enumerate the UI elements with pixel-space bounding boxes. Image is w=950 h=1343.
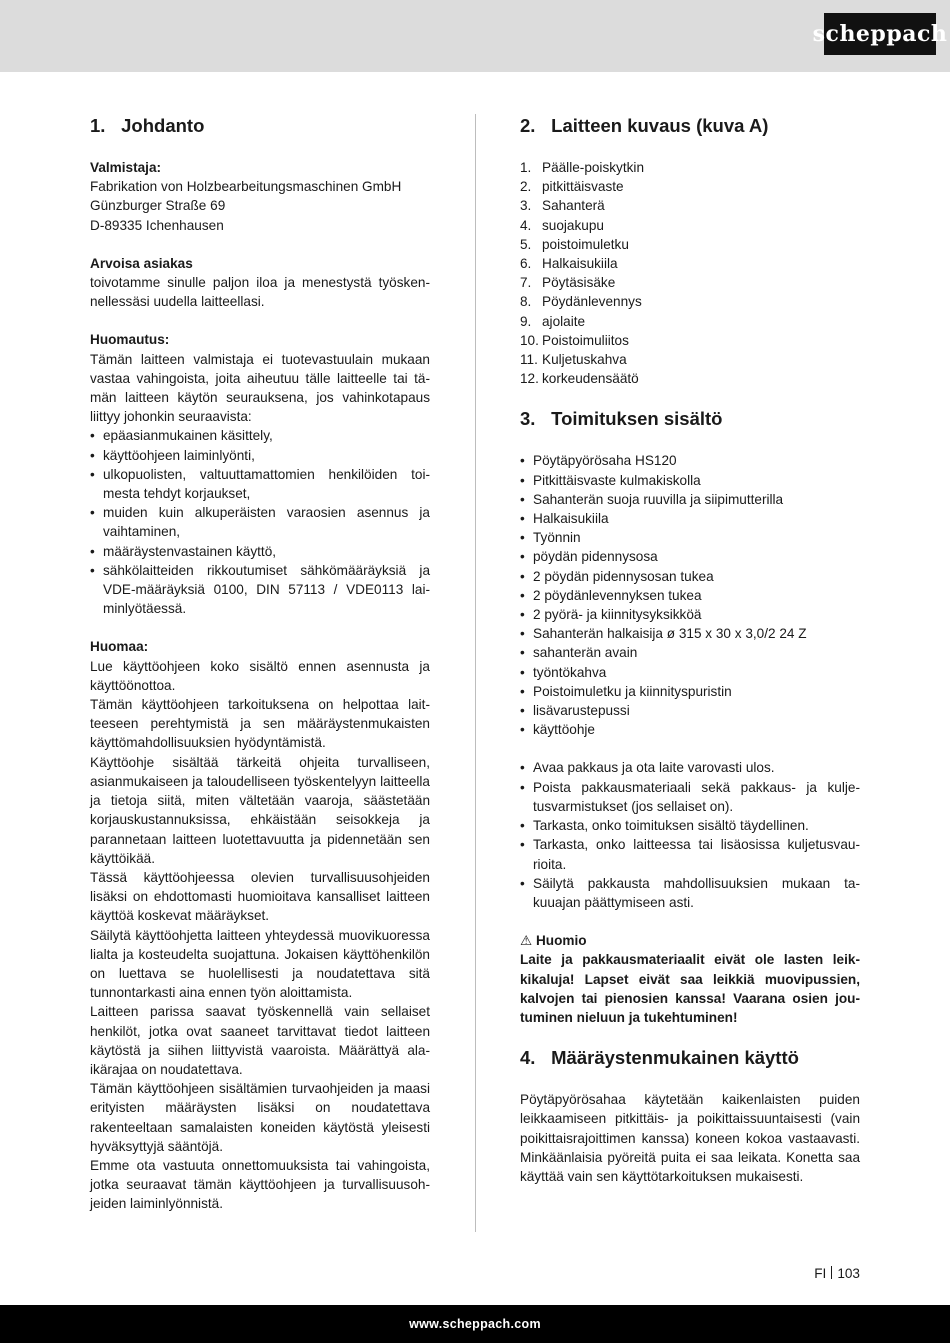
list-item: 7. Pöytäsisäke (520, 275, 616, 291)
warning-icon: ⚠ (520, 933, 533, 949)
list-item: 9. ajolaite (520, 313, 586, 329)
intended-use-text: Pöytäpyörösahaa käytetään kaikenlaisten puiden leikkaamiseen pitkittäis- ja poikittaissuuntaisesti (vain poikittaisrajoittimen kanssa) koneen kokoa vastaavasti. Minkäänlaisia pyöreitä puita ei saa leikata. Konetta saa käyttää vain sen käyttötarkoituksen mukaisesti. (520, 1092, 860, 1184)
delivery-list (520, 451, 860, 739)
list-item: • määräystenvastainen käyttö, (90, 542, 430, 561)
list-item: • sahanterän avain (520, 643, 860, 662)
list-item: • 2 pöydänlevennyksen tukea (520, 586, 860, 605)
attention-paragraph: Lue käyttöohjeen koko sisältö ennen asennusta ja käyttöönottoa. (90, 658, 430, 693)
warning-heading: ⚠ Huomio (520, 933, 587, 949)
right-column (520, 114, 860, 1186)
unpacking-list (520, 758, 860, 912)
list-item: • lisävarustepussi (520, 701, 860, 720)
list-item: 1. Päälle-poiskytkin (520, 160, 644, 175)
column-divider (475, 114, 476, 1232)
manufacturer-line: Fabrikation von Holzbearbeitungsmaschinen GmbH (90, 179, 402, 195)
attention-paragraph: Tämän käyttöohjeen tarkoituksena on helpottaa laitteeseen perehtymistä ja sen määräystenmukaisten käyttömahdollisuuksien hyödyntämistä. (90, 697, 430, 751)
list-item: • muiden kuin alkuperäisten varaosien asennus ja vaihtaminen, (90, 503, 430, 541)
list-item: 4. suojakupu (520, 217, 604, 233)
list-item: • Säilytä pakkausta mahdollisuuksien mukaan takuuajan päättymiseen asti. (520, 874, 860, 912)
list-item: • sähkölaitteiden rikkoutumiset sähkömääräyksiä ja VDE-määräyksiä 0100, DIN 57113 / VDE0113 laiminlyötäessä. (90, 561, 430, 619)
liability-list (90, 426, 430, 618)
list-item: • Sahanterän halkaisija ø 315 x 30 x 3,0/2 24 Z (520, 624, 860, 643)
attention-paragraph: Laitteen parissa saavat työskennellä vain sellaiset henkilöt, jotka ovat saaneet tarvittavat tiedot laitteen käytöstä ja siihen liittyvistä vaaroista. Määrättyä alaikärajaa on noudatettava. (90, 1004, 430, 1077)
list-item: • Pöytäpyörösaha HS120 (520, 451, 860, 470)
list-item: • työntökahva (520, 663, 860, 682)
attention-paragraph: Säilytä käyttöohjetta laitteen yhteydessä muovikuoressa lialta ja kosteudelta suojattuna. Jokaisen käyttöhenkilön on luettava se huolellisesti ja noudatettava sitä tunnontarkasti aina ennen työn aloittamista. (90, 927, 430, 1001)
page-number: FI 103 (814, 1266, 860, 1281)
footer-bar (0, 1305, 950, 1343)
list-item: 12. korkeudensäätö (520, 371, 639, 387)
list-item: 5. poistoimuletku (520, 236, 629, 252)
list-item: • epäasianmukainen käsittely, (90, 426, 430, 445)
list-item: • Poistoimuletku ja kiinnityspuristin (520, 682, 860, 701)
list-item: • Avaa pakkaus ja ota laite varovasti ulos. (520, 758, 860, 777)
list-item: 11. Kuljetuskahva (520, 352, 627, 368)
list-item: • Sahanterän suoja ruuvilla ja siipimutterilla (520, 490, 860, 509)
attention-paragraph: Käyttöohje sisältää tärkeitä ohjeita turvalliseen, asianmukaiseen ja taloudelliseen työskentelyyn laitteella ja tietoja siitä, miten vältetään vaaroja, säästetään korjauskustannuksissa, ehkäistään seisokkeja ja parannetaan laitteen luotettavuutta ja pidennetään sen käyttöikää. (90, 754, 430, 866)
attention-paragraph: Emme ota vastuuta onnettomuuksista tai vahingoista, jotka seuraavat tämän käyttöohjeen ja turvallisuusohjeiden laiminlyönnistä. (90, 1157, 430, 1212)
list-item: • käyttöohje (520, 720, 860, 739)
website-url: www.scheppach.com (409, 1317, 541, 1331)
list-item: • 2 pöydän pidennysosan tukea (520, 567, 860, 586)
section-1-heading: 1. Johdanto (90, 115, 205, 136)
list-item: • pöydän pidennysosa (520, 547, 860, 566)
list-item: • käyttöohjeen laiminlyönti, (90, 446, 430, 465)
list-item: • ulkopuolisten, valtuuttamattomien henkilöiden toimesta tehdyt korjaukset, (90, 465, 430, 503)
list-item: • Pitkittäisvaste kulmakiskolla (520, 471, 860, 490)
section-3-heading: 3. Toimituksen sisältö (520, 408, 723, 430)
warning-text: Laite ja pakkausmateriaalit eivät ole lasten leikkikaluja! Lapset eivät saa leikkiä muovipussien, kalvojen tai pienosien kanssa! Vaarana osien joutuminen nieluun ja tukehtuminen! (520, 952, 860, 1025)
left-column (90, 114, 430, 1214)
dear-customer-label: Arvoisa asiakas (90, 255, 193, 271)
list-item: • Tarkasta, onko toimituksen sisältö täydellinen. (520, 816, 860, 835)
manufacturer-line: D-89335 Ichenhausen (90, 217, 224, 233)
scheppach-logo: scheppach (824, 13, 936, 55)
list-item: 2. pitkittäisvaste (520, 179, 624, 195)
list-item: 6. Halkaisukiila (520, 256, 618, 272)
note-label: Huomautus: (90, 332, 170, 348)
list-item: • Työnnin (520, 528, 860, 547)
list-item: 10. Poistoimuliitos (520, 332, 629, 348)
parts-list (520, 158, 860, 388)
header-band (0, 0, 950, 72)
dear-customer-text: toivotamme sinulle paljon iloa ja menestystä työskennellessäsi uudella laitteellasi. (90, 275, 430, 310)
section-2-heading: 2. Laitteen kuvaus (kuva A) (520, 115, 769, 136)
list-item: 3. Sahanterä (520, 198, 605, 214)
manufacturer-label: Valmistaja: (90, 160, 162, 175)
attention-paragraph: Tässä käyttöohjeessa olevien turvallisuusohjeiden lisäksi on ehdottomasti huomioitava kansalliset laitteen käyttöä koskevat määräykset. (90, 869, 430, 924)
list-item: 8. Pöydänlevennys (520, 294, 642, 310)
list-item: • Tarkasta, onko laitteessa tai lisäosissa kuljetusvaurioita. (520, 835, 860, 873)
attention-paragraph: Tämän käyttöohjeen sisältämien turvaohjeiden ja maasi erityisten määräysten lisäksi on noudatettava rakenteeltaan samalaisten koneiden käytöstä yleisesti hyväksyttyjä sääntöjä. (90, 1081, 430, 1154)
list-item: • Halkaisukiila (520, 509, 860, 528)
manufacturer-line: Günzburger Straße 69 (90, 198, 226, 214)
list-item: • 2 pyörä- ja kiinnitysyksikköä (520, 605, 860, 624)
list-item: • Poista pakkausmateriaali sekä pakkaus- ja kuljetusvarmistukset (jos sellaiset on). (520, 778, 860, 816)
attention-label: Huomaa: (90, 639, 149, 655)
note-text: Tämän laitteen valmistaja ei tuotevastuulain mukaan vastaa vahingoista, joita aiheutuu tälle laitteelle tai tämän laitteen käytön seurauksena, jos vahinkotapaus liittyy johonkin seuraavista: (90, 351, 430, 425)
section-4-heading: 4. Määräystenmukainen käyttö (520, 1047, 799, 1069)
